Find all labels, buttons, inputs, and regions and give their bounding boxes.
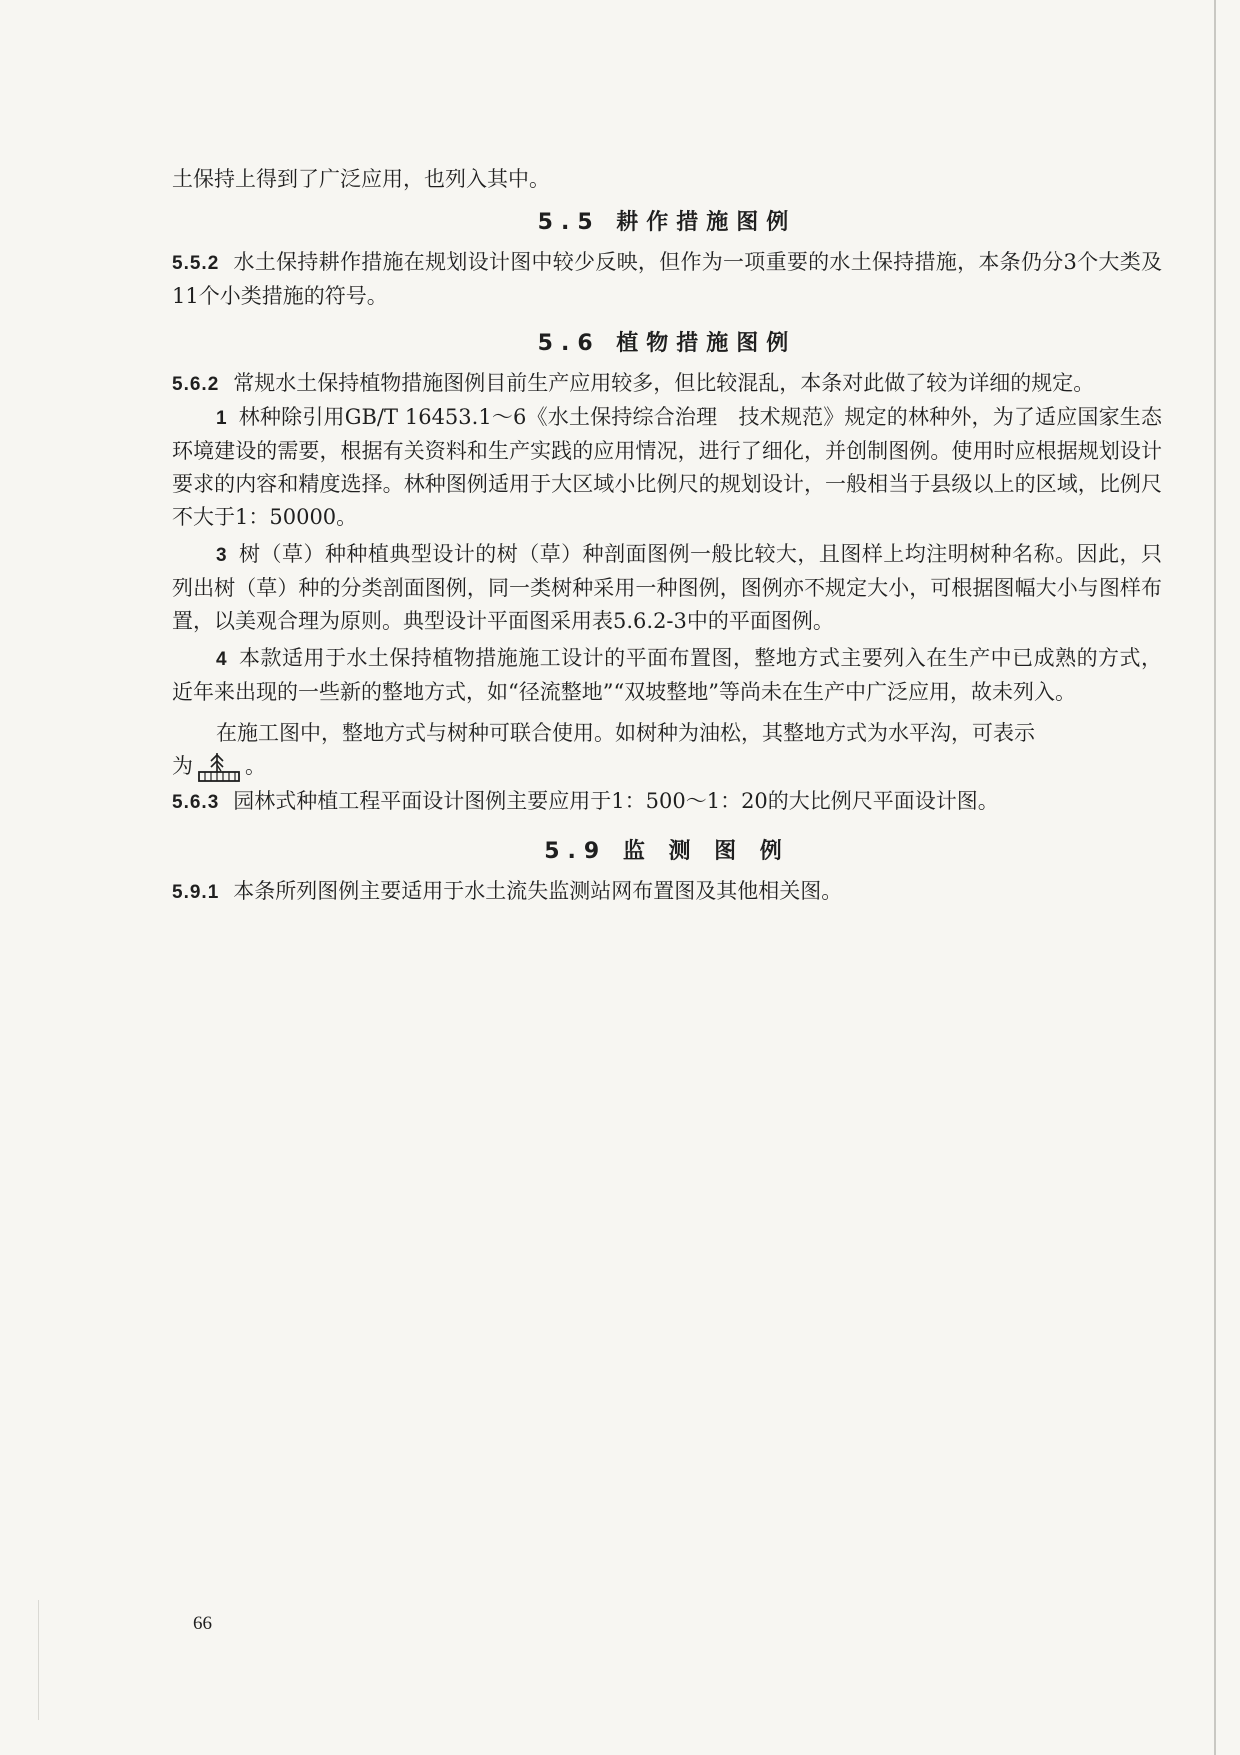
item-text: 本款适用于水土保持植物措施施工设计的平面布置图，整地方式主要列入在生产中已成熟的方式，近年来出现的一些新的整地方式，如“径流整地”“双坡整地”等尚未在生产中广泛应用，故未列入。: [172, 646, 1162, 704]
page-body: [172, 163, 1162, 909]
scan-mark: [38, 1600, 39, 1720]
clause-text: 本条所列图例主要适用于水土流失监测站网布置图及其他相关图。: [233, 878, 843, 903]
construction-symbol-line: [172, 750, 1162, 785]
construction-text: 在施工图中，整地方式与树种可联合使用。如树种为油松，其整地方式为水平沟，可表示: [216, 721, 1035, 745]
construction-paragraph: [172, 717, 1162, 750]
clause-text: 常规水土保持植物措施图例目前生产应用较多，但比较混乱，本条对此做了较为详细的规定。: [233, 371, 1095, 395]
clause-number: 5.6.2: [172, 374, 220, 395]
pine-trench-symbol-icon: [195, 751, 243, 785]
section-heading-5-5: 5.5 耕作措施图例: [537, 210, 797, 235]
section-heading-5-6: 5.6 植物措施图例: [537, 331, 797, 356]
item-number: 3: [216, 545, 227, 566]
item-number: 4: [216, 649, 227, 670]
page-edge-shadow: [1214, 0, 1216, 1755]
clause-text: 园林式种植工程平面设计图例主要应用于1：500～1：20的大比例尺平面设计图。: [233, 788, 999, 813]
section-heading-5-9: 5.9 监 测 图 例: [544, 838, 790, 864]
item-number: 1: [216, 408, 227, 429]
clause-number: 5.9.1: [172, 881, 220, 903]
clause-number: 5.6.3: [172, 791, 220, 813]
construction-prefix: 为: [172, 754, 193, 778]
clause-number: 5.5.2: [172, 253, 220, 274]
construction-suffix: 。: [245, 754, 266, 778]
item-3: [172, 538, 1162, 638]
page-number: 66: [193, 1613, 212, 1634]
item-4: [172, 642, 1162, 709]
clause-5-6-2: [172, 367, 1162, 401]
item-text: 林种除引用GB/T 16453.1～6《水土保持综合治理 技术规范》规定的林种外，为了适应国家生态环境建设的需要，根据有关资料和生产实践的应用情况，进行了细化，并创制图例。使用时应根据规划设计要求的内容和精度选择。林种图例适用于大区域小比例尺的规划设计，一般相当于县级以上的区域，比例尺不大于1：50000。: [172, 405, 1162, 529]
continuation-paragraph: 土保持上得到了广泛应用，也列入其中。: [172, 167, 550, 191]
clause-text: 水土保持耕作措施在规划设计图中较少反映，但作为一项重要的水土保持措施，本条仍分3个大类及11个小类措施的符号。: [172, 250, 1162, 308]
clause-5-9-1: [172, 875, 1162, 909]
clause-5-6-3: [172, 785, 1162, 819]
clause-5-5-2: [172, 246, 1162, 313]
item-1: [172, 401, 1162, 534]
item-text: 树（草）种种植典型设计的树（草）种剖面图例一般比较大，且图样上均注明树种名称。因此，只列出树（草）种的分类剖面图例，同一类树种采用一种图例，图例亦不规定大小，可根据图幅大小与图样布置，以美观合理为原则。典型设计平面图采用表5.6.2-3中的平面图例。: [172, 542, 1162, 633]
